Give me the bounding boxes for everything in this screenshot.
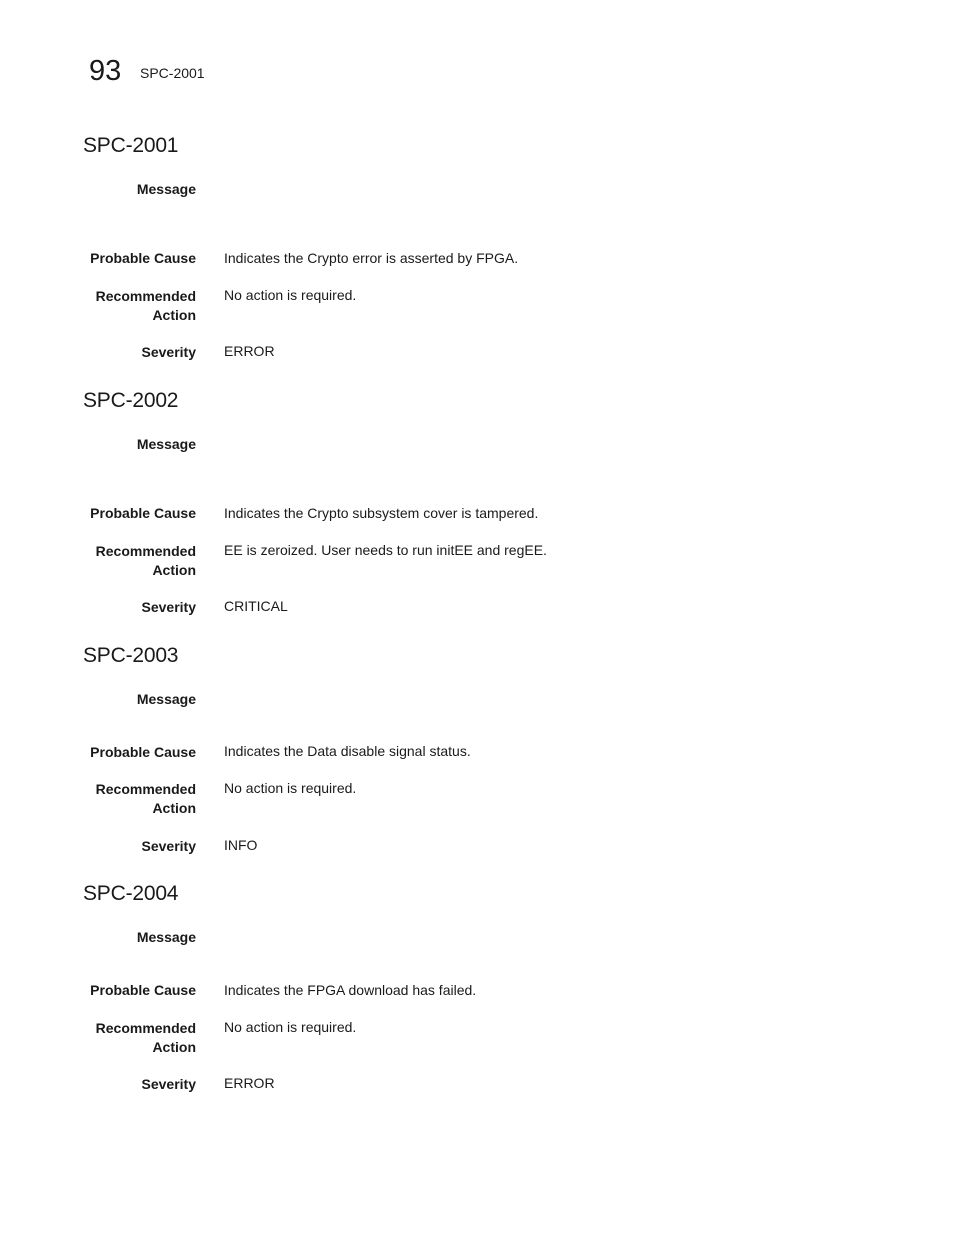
running-title: SPC-2001	[140, 65, 205, 81]
recommended-action-label-2: Action	[152, 307, 196, 323]
severity-label: Severity	[141, 1076, 196, 1092]
recommended-action-label-2: Action	[152, 562, 196, 578]
severity-value: ERROR	[224, 343, 275, 359]
message-label: Message	[136, 929, 196, 945]
entry-title: SPC-2001	[83, 134, 179, 157]
severity-value: INFO	[224, 837, 258, 853]
recommended-action-label: Recommended	[95, 543, 196, 559]
probable-cause-value: Indicates the Crypto error is asserted by FPGA.	[224, 250, 519, 266]
recommended-action-value: EE is zeroized. User needs to run initEE and regEE.	[224, 542, 547, 558]
probable-cause-value: Indicates the Crypto subsystem cover is tampered.	[224, 505, 539, 521]
severity-label: Severity	[141, 344, 196, 360]
message-label: Message	[136, 691, 196, 707]
recommended-action-label-2: Action	[152, 1039, 196, 1055]
severity-value: CRITICAL	[224, 598, 288, 614]
entry-title: SPC-2002	[83, 389, 179, 412]
entry-title: SPC-2004	[83, 882, 179, 905]
severity-label: Severity	[141, 838, 196, 854]
probable-cause-label: Probable Cause	[90, 744, 196, 760]
severity-value: ERROR	[224, 1075, 275, 1091]
severity-label: Severity	[141, 599, 196, 615]
recommended-action-value: No action is required.	[224, 780, 357, 796]
recommended-action-label: Recommended	[95, 288, 196, 304]
recommended-action-label-2: Action	[152, 800, 196, 816]
recommended-action-value: No action is required.	[224, 1019, 357, 1035]
recommended-action-label: Recommended	[95, 781, 196, 797]
message-label: Message	[136, 436, 196, 452]
probable-cause-value: Indicates the FPGA download has failed.	[224, 982, 477, 998]
probable-cause-label: Probable Cause	[90, 250, 196, 266]
recommended-action-label: Recommended	[95, 1020, 196, 1036]
chapter-number: 93	[89, 55, 122, 87]
probable-cause-label: Probable Cause	[90, 982, 196, 998]
probable-cause-label: Probable Cause	[90, 505, 196, 521]
message-label: Message	[136, 181, 196, 197]
probable-cause-value: Indicates the Data disable signal status.	[224, 743, 471, 759]
recommended-action-value: No action is required.	[224, 287, 357, 303]
entry-title: SPC-2003	[83, 644, 179, 667]
